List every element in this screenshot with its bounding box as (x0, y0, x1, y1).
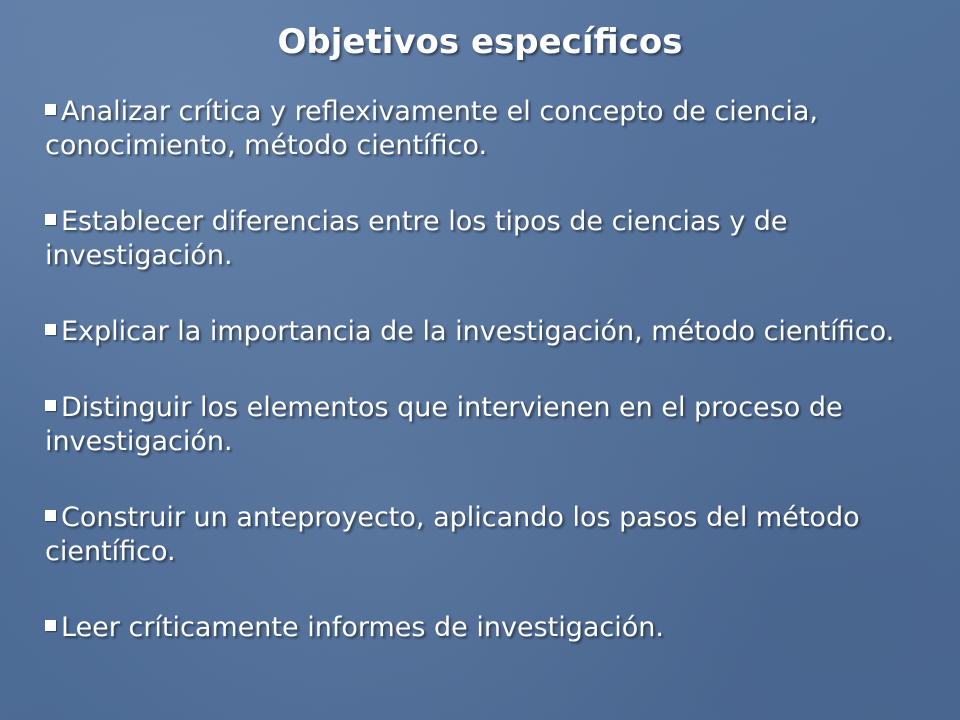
list-item-text: Explicar la importancia de la investigación, método científico. (61, 316, 895, 347)
list-item (45, 501, 935, 569)
square-bullet-icon (45, 510, 56, 521)
square-bullet-icon (45, 620, 56, 631)
list-item-text: Establecer diferencias entre los tipos de ciencias y de investigación. (45, 206, 788, 271)
square-bullet-icon (45, 400, 56, 411)
square-bullet-icon (45, 104, 56, 115)
objectives-list (45, 95, 935, 687)
list-item-text: Construir un anteproyecto, aplicando los pasos del método científico. (45, 502, 860, 567)
square-bullet-icon (45, 324, 56, 335)
list-item (45, 315, 935, 349)
list-item (45, 611, 935, 645)
slide-title: Objetivos específicos (277, 22, 683, 62)
square-bullet-icon (45, 214, 56, 225)
list-item-text: Leer críticamente informes de investigación. (61, 612, 664, 643)
list-item (45, 391, 935, 459)
list-item-text: Analizar crítica y reflexivamente el concepto de ciencia, conocimiento, método científico. (45, 96, 819, 161)
list-item (45, 95, 935, 163)
list-item (45, 205, 935, 273)
list-item-text: Distinguir los elementos que intervienen en el proceso de investigación. (45, 392, 843, 457)
